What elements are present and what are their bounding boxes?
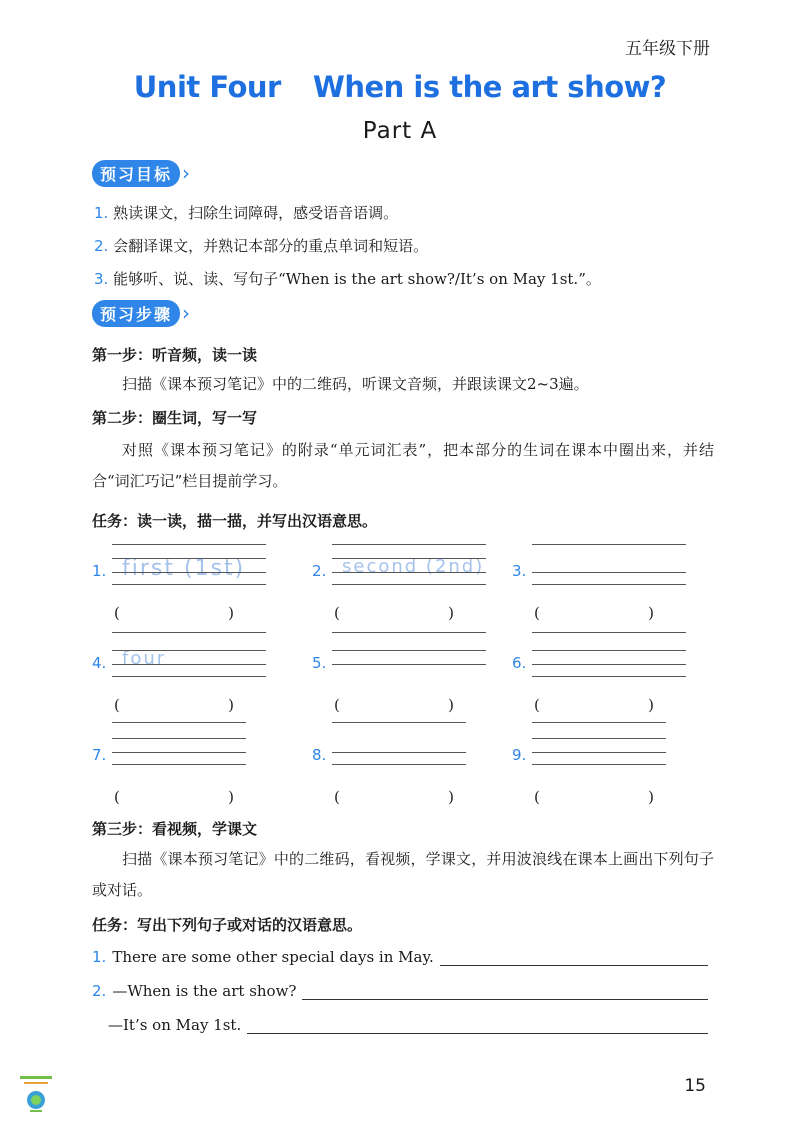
step1-title: 第一步：听音频，读一读 bbox=[92, 346, 258, 364]
vocab-item: 2. second (2nd) ( ) bbox=[312, 544, 492, 636]
task1-label: 任务：读一读，描一描，并写出汉语意思。 bbox=[92, 512, 378, 530]
step1-text: 扫描《课本预习笔记》中的二维码，听课文音频，并跟读课文2~3遍。 bbox=[122, 375, 589, 393]
section-goals-header bbox=[92, 160, 190, 186]
grade-label: 五年级下册 bbox=[625, 39, 710, 59]
vocab-item: 6. ( ) bbox=[512, 636, 692, 728]
step2-text: 对照《课本预习笔记》的附录“单元词汇表”，把本部分的生词在课本中圈出来，并结合“词汇巧记”栏目提前学习。 bbox=[92, 441, 714, 490]
step2-title: 第二步：圈生词，写一写 bbox=[92, 409, 258, 427]
sentence-row: —It’s on May 1st. bbox=[108, 1016, 708, 1034]
vocab-item: 7. ( ) bbox=[92, 728, 272, 820]
vocab-item: 9. ( ) bbox=[512, 728, 692, 820]
section-steps-label: 预习步骤 bbox=[92, 300, 180, 327]
sentence-row: 1. There are some other special days in May. bbox=[92, 948, 708, 966]
part-label: Part A bbox=[362, 118, 438, 144]
unit-question: When is the art show? bbox=[312, 70, 667, 104]
answer-line[interactable] bbox=[302, 985, 708, 1000]
goal-item: 1. 熟读课文，扫除生词障碍，感受语音语调。 bbox=[94, 204, 399, 222]
vocab-item: 1. first (1st) ( ) bbox=[92, 544, 272, 636]
step3-text: 扫描《课本预习笔记》中的二维码，看视频，学课文，并用波浪线在课本上画出下列句子或对话。 bbox=[92, 850, 714, 899]
sentence-row: 2. —When is the art show? bbox=[92, 982, 708, 1000]
goal-item: 3. 能够听、说、读、写句子“When is the art show?/It’s on May 1st.”。 bbox=[94, 270, 601, 288]
goal-item: 2. 会翻译课文，并熟记本部分的重点单词和短语。 bbox=[94, 237, 429, 255]
handwriting: second (2nd) bbox=[342, 556, 485, 577]
vocab-item: 8. ( ) bbox=[312, 728, 492, 820]
chevron-right-icon: › bbox=[182, 161, 191, 185]
answer-line[interactable] bbox=[247, 1019, 708, 1034]
vocab-item: 3. ( ) bbox=[512, 544, 692, 636]
task2-label: 任务：写出下列句子或对话的汉语意思。 bbox=[92, 916, 363, 934]
handwriting: first (1st) bbox=[122, 556, 246, 581]
vocab-item: 5. ( ) bbox=[312, 636, 492, 728]
handwriting: four bbox=[122, 648, 167, 669]
chevron-right-icon: › bbox=[182, 301, 191, 325]
page-number: 15 bbox=[684, 1076, 706, 1096]
step3-title: 第三步：看视频，学课文 bbox=[92, 820, 258, 838]
section-steps-header bbox=[92, 300, 190, 326]
unit-name: Unit Four bbox=[133, 70, 281, 104]
publisher-logo-icon bbox=[18, 1074, 54, 1114]
vocab-item: 4. four ( ) bbox=[92, 636, 272, 728]
unit-title bbox=[0, 70, 800, 104]
section-goals-label: 预习目标 bbox=[92, 160, 180, 187]
answer-line[interactable] bbox=[440, 951, 708, 966]
